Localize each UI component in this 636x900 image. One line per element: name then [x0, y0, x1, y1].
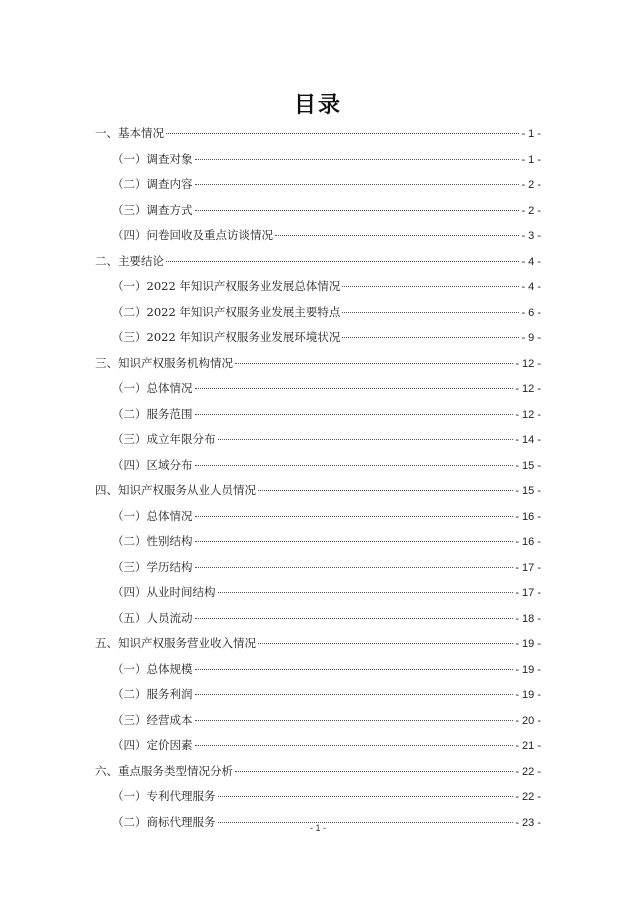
toc-entry[interactable]	[95, 405, 541, 431]
toc-entry-page: - 12 -	[515, 383, 541, 395]
toc-entry-label: （一）总体情况	[112, 508, 193, 523]
toc-entry[interactable]	[95, 456, 541, 482]
dot-leader	[218, 439, 514, 440]
toc-entry-label: （二）2022 年知识产权服务业发展主要特点	[112, 304, 341, 319]
dot-leader	[195, 745, 514, 746]
toc-entry-page: - 6 -	[521, 306, 541, 319]
toc-entry[interactable]	[95, 226, 541, 252]
toc-entry-page: - 3 -	[521, 230, 541, 242]
dot-leader	[195, 669, 514, 670]
toc-entry-label: （三）经营成本	[112, 712, 193, 727]
toc-entry[interactable]	[95, 277, 541, 303]
toc-entry-page: - 20 -	[515, 714, 541, 727]
toc-entry-label: 二、主要结论	[95, 253, 164, 268]
toc-entry-page: - 22 -	[515, 791, 541, 803]
toc-entry-label: （一）调查对象	[112, 151, 193, 166]
dot-leader	[195, 414, 514, 415]
toc-entry[interactable]	[95, 558, 541, 584]
table-of-contents	[95, 124, 541, 838]
toc-entry[interactable]	[95, 175, 541, 201]
toc-entry[interactable]	[95, 481, 541, 507]
toc-entry-page: - 15 -	[515, 485, 541, 497]
toc-entry[interactable]	[95, 787, 541, 813]
dot-leader	[195, 516, 514, 517]
toc-entry-label: （一）2022 年知识产权服务业发展总体情况	[112, 279, 341, 293]
toc-entry[interactable]	[95, 328, 541, 354]
toc-entry-label: 三、知识产权服务机构情况	[95, 355, 233, 370]
dot-leader	[275, 235, 519, 236]
toc-entry-label: （一）专利代理服务	[112, 789, 216, 803]
toc-entry[interactable]	[95, 634, 541, 660]
toc-entry-label: （四）定价因素	[112, 738, 193, 752]
dot-leader	[166, 133, 519, 134]
toc-entry[interactable]	[95, 660, 541, 686]
toc-entry[interactable]	[95, 609, 541, 635]
toc-entry-label: （三）学历结构	[112, 559, 193, 574]
page-number-footer: - 1 -	[309, 823, 326, 833]
toc-entry-page: - 21 -	[515, 740, 541, 752]
dot-leader	[195, 567, 514, 568]
toc-entry-label: （二）商标代理服务	[112, 814, 216, 829]
toc-entry-page: - 23 -	[515, 816, 541, 829]
toc-entry-page: - 19 -	[515, 689, 541, 701]
dot-leader	[166, 261, 519, 262]
toc-entry-page: - 15 -	[515, 459, 541, 472]
dot-leader	[235, 363, 513, 364]
toc-entry[interactable]	[95, 379, 541, 405]
toc-entry-label: 五、知识产权服务营业收入情况	[95, 636, 256, 650]
dot-leader	[258, 490, 513, 491]
toc-entry[interactable]	[95, 583, 541, 609]
toc-entry-label: （三）调查方式	[112, 202, 193, 217]
toc-entry-label: （二）性别结构	[112, 534, 193, 548]
toc-entry-label: （一）总体规模	[112, 661, 193, 676]
dot-leader	[258, 643, 513, 644]
toc-entry-label: （二）调查内容	[112, 177, 193, 191]
toc-entry-page: - 17 -	[515, 561, 541, 574]
dot-leader	[342, 337, 519, 338]
toc-entry[interactable]	[95, 532, 541, 558]
toc-entry[interactable]	[95, 150, 541, 176]
toc-entry-page: - 17 -	[515, 587, 541, 599]
toc-entry-page: - 2 -	[521, 204, 541, 217]
toc-entry[interactable]	[95, 736, 541, 762]
toc-entry-page: - 4 -	[521, 255, 541, 268]
dot-leader	[195, 388, 514, 389]
toc-entry-label: （一）总体情况	[112, 381, 193, 395]
page-title: 目录	[293, 93, 342, 118]
toc-entry[interactable]	[95, 685, 541, 711]
toc-entry-label: （五）人员流动	[112, 610, 193, 625]
toc-entry-page: - 16 -	[515, 536, 541, 548]
toc-entry-label: 四、知识产权服务从业人员情况	[95, 483, 256, 497]
toc-entry-page: - 22 -	[515, 765, 541, 778]
toc-entry-label: （二）服务范围	[112, 406, 193, 421]
dot-leader	[195, 210, 520, 211]
toc-entry-label: （三）2022 年知识产权服务业发展环境状况	[112, 330, 341, 344]
dot-leader	[195, 465, 514, 466]
dot-leader	[195, 694, 514, 695]
toc-entry-label: （四）问卷回收及重点访谈情况	[112, 228, 273, 242]
toc-entry-label: 一、基本情况	[95, 126, 164, 140]
toc-entry-label: （二）服务利润	[112, 687, 193, 701]
dot-leader	[218, 796, 514, 797]
toc-entry-page: - 9 -	[521, 332, 541, 344]
toc-entry[interactable]	[95, 354, 541, 380]
toc-entry[interactable]	[95, 252, 541, 278]
toc-entry-page: - 12 -	[515, 408, 541, 421]
toc-entry-page: - 4 -	[521, 281, 541, 293]
toc-entry-label: （三）成立年限分布	[112, 432, 216, 446]
dot-leader	[195, 618, 514, 619]
dot-leader	[195, 159, 520, 160]
dot-leader	[342, 312, 519, 313]
toc-entry-label: 六、重点服务类型情况分析	[95, 763, 233, 778]
toc-entry-page: - 14 -	[515, 434, 541, 446]
toc-entry-page: - 12 -	[515, 357, 541, 370]
toc-entry-label: （四）区域分布	[112, 457, 193, 472]
toc-entry-page: - 2 -	[521, 179, 541, 191]
toc-entry[interactable]	[95, 711, 541, 737]
dot-leader	[195, 720, 514, 721]
toc-entry[interactable]	[95, 507, 541, 533]
dot-leader	[195, 541, 514, 542]
dot-leader	[342, 286, 519, 287]
toc-entry[interactable]	[95, 303, 541, 329]
dot-leader	[195, 184, 520, 185]
dot-leader	[235, 771, 513, 772]
toc-entry-page: - 19 -	[515, 663, 541, 676]
dot-leader	[218, 592, 514, 593]
toc-entry[interactable]	[95, 201, 541, 227]
toc-entry-page: - 16 -	[515, 510, 541, 523]
toc-entry[interactable]	[95, 762, 541, 788]
toc-entry-page: - 19 -	[515, 638, 541, 650]
toc-entry-page: - 1 -	[521, 128, 541, 140]
toc-entry-page: - 1 -	[521, 153, 541, 166]
toc-entry[interactable]	[95, 124, 541, 150]
toc-entry[interactable]	[95, 430, 541, 456]
toc-entry-label: （四）从业时间结构	[112, 585, 216, 599]
toc-entry-page: - 18 -	[515, 612, 541, 625]
